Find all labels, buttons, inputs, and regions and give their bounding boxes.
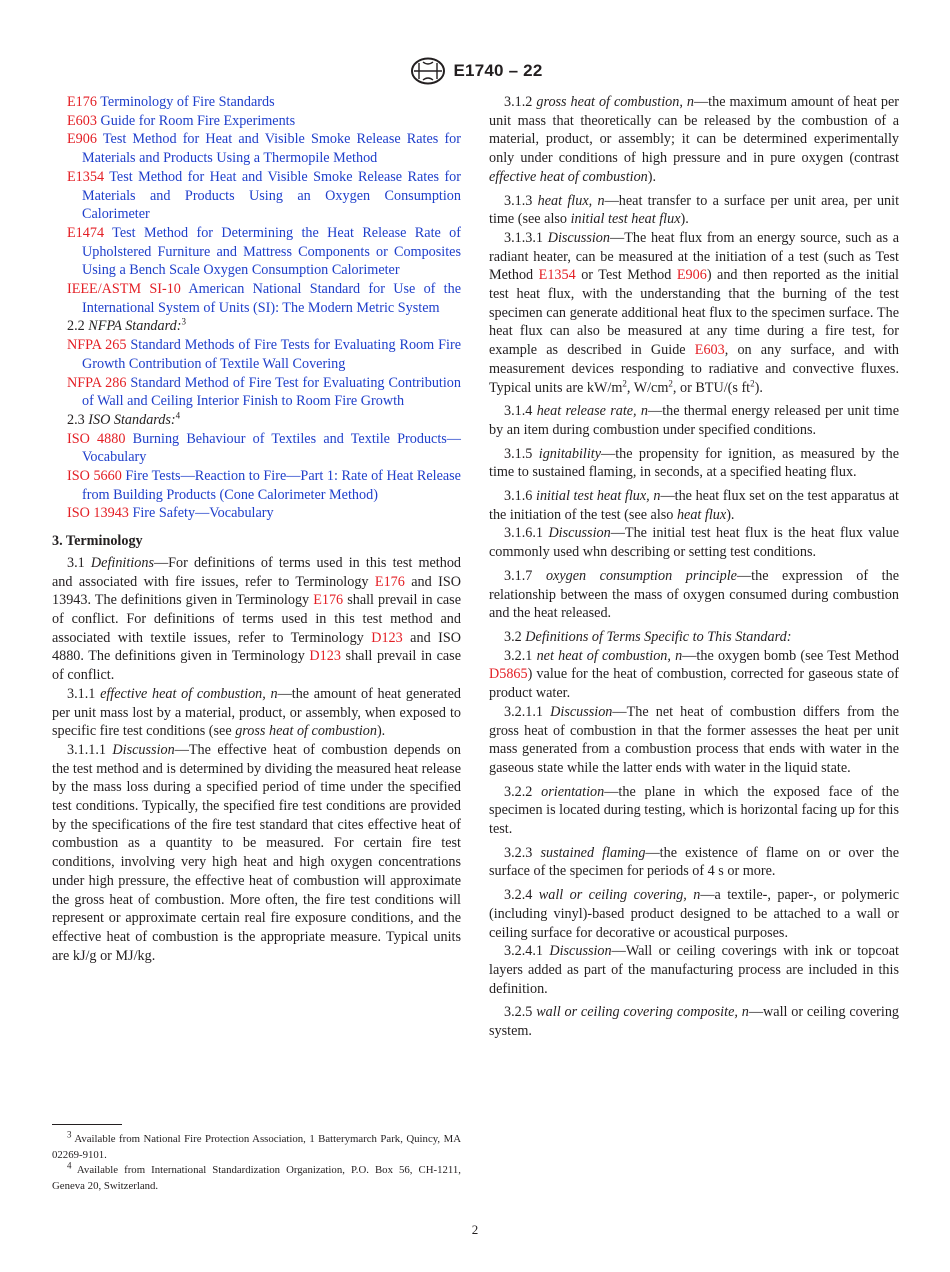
- paragraph-3-2-4-1: 3.2.4.1 Discussion—Wall or ceiling coverings with ink or topcoat layers added as part of the manufacturing process are included in this definition.: [489, 943, 900, 997]
- reference-link[interactable]: E1474: [67, 224, 105, 241]
- reference-title[interactable]: Fire Safety—Vocabulary: [132, 505, 274, 522]
- reference-item: [52, 336, 461, 373]
- reference-link[interactable]: ISO 5660: [67, 468, 122, 485]
- astm-logo-icon: [408, 57, 448, 85]
- inline-link[interactable]: D123: [371, 629, 403, 646]
- paragraph-3-1-4: 3.1.4 heat release rate, n—the thermal energy released per unit time by an item during combustion under specified conditions.: [489, 403, 900, 438]
- reference-item: [52, 130, 461, 167]
- reference-title[interactable]: Test Method for Heat and Visible Smoke Release Rates for Materials and Products Using a Thermopile Method: [82, 131, 461, 167]
- paragraph-3-2-5: 3.2.5 wall or ceiling covering composite, n—wall or ceiling covering system.: [489, 1004, 900, 1040]
- reference-item: [52, 93, 461, 112]
- reference-link[interactable]: ISO 4880: [67, 430, 126, 447]
- footnote: $^3$ Available from National Fire Protection Association, 1 Batterymarch Park, Quincy, MA 02269-9101.: [52, 1129, 461, 1161]
- reference-item: [52, 374, 461, 411]
- inline-link[interactable]: E603: [694, 342, 725, 359]
- reference-link[interactable]: E603: [67, 112, 97, 129]
- paragraph-3-1-2: 3.1.2 gross heat of combustion, n—the maximum amount of heat per unit mass that theoretically can be released by the combustion of a material, product, or assembly; it can be determined experimentally only under conditions of high pressure and in pure oxygen (contrast effective heat of combustion).: [489, 94, 900, 185]
- reference-title[interactable]: Standard Method of Fire Test for Evaluating Contribution of Wall and Ceiling Interior Finish to Room Fire Growth: [82, 374, 461, 410]
- paragraph-3-1-6-1: 3.1.6.1 Discussion—The initial test heat flux is the heat flux value commonly used whn describing or setting test conditions.: [489, 525, 899, 561]
- paragraph-3-1: 3.1 Definitions—For definitions of terms used in this test method and associated with fire issues, refer to Terminology E176 and ISO 13943. The definitions given in Terminology E176 shall prevail in case of conflict. For definitions of terms used in this test method and associated with textile issues, refer to Terminology D123 and ISO 4880. The definitions given in Terminology D123 shall prevail in case of conflict.: [52, 554, 462, 684]
- document-designation: E1740 – 22: [453, 61, 543, 80]
- iso-heading: 2.3 ISO Standards:$^4$: [67, 410, 181, 428]
- reference-title[interactable]: Test Method for Determining the Heat Release Rate of Upholstered Furniture and Mattress Components or Composites Using a Bench Scale Oxygen Consumption Calorimeter: [82, 224, 461, 279]
- inline-link[interactable]: D5865: [489, 666, 528, 683]
- reference-title[interactable]: American National Standard for Use of the International System of Units (SI): The Modern Metric System: [82, 281, 461, 316]
- reference-item: [52, 280, 461, 317]
- paragraph-3-1-7: 3.1.7 oxygen consumption principle—the expression of the relationship between the mass of oxygen consumed during combustion and the heat released.: [489, 567, 899, 622]
- reference-item: [52, 467, 461, 504]
- paragraph-3-2-1: 3.2.1 net heat of combustion, n—the oxygen bomb (see Test Method D5865) value for the heat of combustion, corrected for gaseous state of product water.: [489, 647, 899, 702]
- inline-link[interactable]: D123: [309, 648, 341, 665]
- inline-link[interactable]: E176: [313, 592, 344, 609]
- section-heading: 3. Terminology: [52, 533, 143, 550]
- reference-item: [52, 112, 461, 131]
- reference-title[interactable]: Test Method for Heat and Visible Smoke Release Rates for Materials and Products Using an Oxygen Consumption Calorimeter: [82, 168, 461, 223]
- paragraph-3-1-3: 3.1.3 heat flux, n—heat transfer to a surface per unit area, per unit time (see also initial test heat flux).: [489, 192, 900, 228]
- reference-title[interactable]: Fire Tests—Reaction to Fire—Part 1: Rate of Heat Release from Building Products (Cone Calorimeter Method): [82, 468, 461, 503]
- page-number: 2: [471, 1222, 479, 1237]
- paragraph-3-1-1: 3.1.1 effective heat of combustion, n—the amount of heat generated per unit mass lost by a material, product, or assembly, when exposed to specific fire test conditions (see gross heat of combustion).: [52, 685, 461, 740]
- reference-link[interactable]: NFPA 265: [67, 337, 127, 354]
- reference-item: [52, 224, 461, 280]
- paragraph-3-1-6: 3.1.6 initial test heat flux, n—the heat flux set on the test apparatus at the initiation of the test (see also heat flux).: [489, 488, 899, 523]
- inline-link[interactable]: E176: [374, 573, 405, 590]
- footnotes: [52, 1129, 461, 1194]
- paragraph-3-2: 3.2 Definitions of Terms Specific to This Standard:: [504, 628, 792, 645]
- reference-title[interactable]: Terminology of Fire Standards: [100, 94, 275, 110]
- nfpa-heading: 2.2 NFPA Standard:$^3$: [67, 316, 186, 335]
- page-header: [0, 57, 950, 85]
- paragraph-3-2-4: 3.2.4 wall or ceiling covering, n—a textile-, paper-, or polymeric (including vinyl)-based product designed to be attached to a wall or ceiling surface for decorative or acoustical purposes.: [489, 887, 899, 941]
- reference-link[interactable]: IEEE/ASTM SI-10: [67, 281, 181, 298]
- reference-item: [52, 168, 461, 224]
- footnote-divider: [52, 1124, 122, 1125]
- reference-link[interactable]: E1354: [67, 168, 105, 185]
- left-column: [52, 93, 461, 965]
- paragraph-3-2-3: 3.2.3 sustained flaming—the existence of flame on or over the surface of the specimen for periods of 4 s or more.: [489, 844, 899, 880]
- reference-item: [52, 430, 461, 467]
- paragraph-3-1-1-1: 3.1.1.1 Discussion—The effective heat of combustion depends on the test method and is determined by dividing the measured heat release by the mass loss during a specified period of time under the specified test conditions. Typically, the specified fire test conditions are provided by the specifications of the fire test standard that cites effective heat of combustion as a quantity to be measured. For certain fire test conditions, involving very high heat and high oxygen concentrations under high pressure, the effective heat of combustion will approximate the gross heat of combustion. More often, the fire test conditions will represent or approximate certain real fire exposure conditions, and the effective heat of combustion is the appropriate measure. Typical units are kJ/g or MJ/kg.: [52, 741, 462, 964]
- reference-title[interactable]: Guide for Room Fire Experiments: [100, 112, 296, 129]
- reference-link[interactable]: E906: [67, 131, 97, 148]
- reference-link[interactable]: ISO 13943: [67, 505, 129, 522]
- paragraph-3-1-5: 3.1.5 ignitability—the propensity for ignition, as measured by the time to sustained flaming, in seconds, at a specified heating flux.: [489, 445, 899, 481]
- inline-link[interactable]: E1354: [538, 267, 576, 284]
- footnote: $^4$ Available from International Standardization Organization, P.O. Box 56, CH-1211, Geneva 20, Switzerland.: [52, 1160, 461, 1192]
- inline-link[interactable]: E906: [676, 267, 707, 284]
- reference-item: [52, 504, 461, 523]
- paragraph-3-2-1-1: 3.2.1.1 Discussion—The net heat of combustion differs from the gross heat of combustion in that the former assesses the heat per unit mass generated from a combustion process that ends with water in the gaseous state while the latter ends with water in the liquid state.: [489, 703, 900, 776]
- reference-title[interactable]: Standard Methods of Fire Tests for Evaluating Room Fire Growth Contribution of Textile Wall Covering: [82, 337, 461, 372]
- reference-title[interactable]: Burning Behaviour of Textiles and Textile Products—Vocabulary: [82, 430, 461, 466]
- paragraph-3-1-3-1: 3.1.3.1 Discussion—The heat flux from an energy source, such as a radiant heater, can be measured at the initiation of a test (such as Test Method E1354 or Test Method E906) and then reported as the initial test heat flux, with the understanding that the burning of the test specimen can generate additional heat flux to the specimen surface. The heat flux can also be measured at any time during a fire test, for example as described in Guide E603, on any surface, and with measurement devices responding to radiative and convective fluxes. Typical units are $kW/m^2$, $W/cm^2$, or BTU/(s $ft^2$).: [489, 229, 899, 396]
- reference-link[interactable]: E176: [67, 94, 97, 110]
- paragraph-3-2-2: 3.2.2 orientation—the plane in which the exposed face of the specimen is located during testing, which is horizontal facing up for this test.: [489, 783, 899, 838]
- reference-link[interactable]: NFPA 286: [67, 374, 127, 391]
- right-column: [489, 93, 899, 1041]
